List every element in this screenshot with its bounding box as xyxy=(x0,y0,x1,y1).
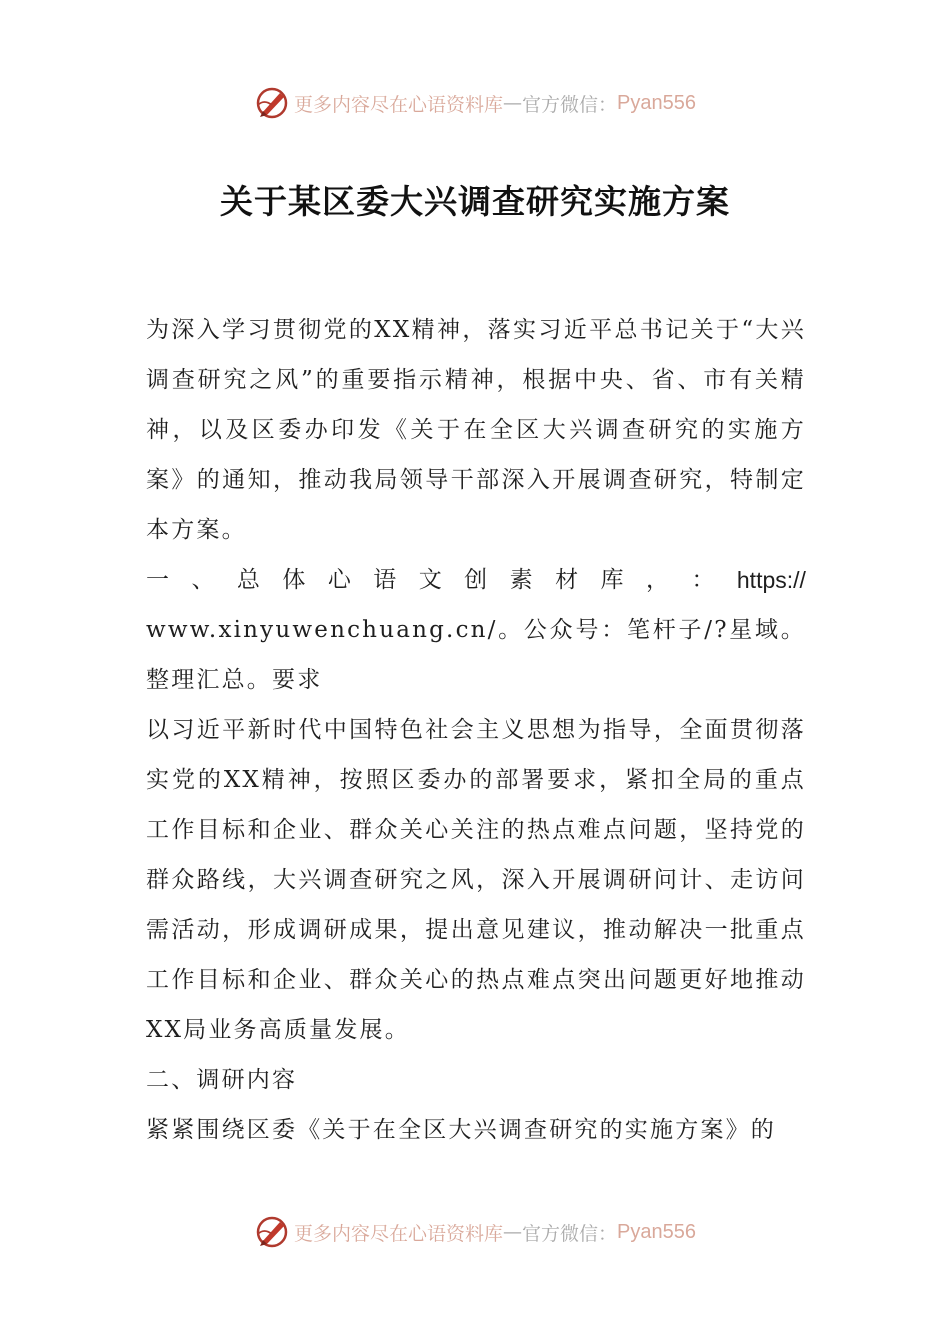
section1-heading-char: 库 xyxy=(600,567,624,593)
watermark-wechat-id: Pyan556 xyxy=(617,1220,696,1243)
section1-heading-char: 总 xyxy=(236,567,260,593)
section1-heading-char: ， xyxy=(645,567,669,593)
section1-heading-char: 、 xyxy=(191,567,215,593)
watermark-dash: — xyxy=(503,1221,523,1243)
document-title: 关于某区委大兴调查研究实施方案 xyxy=(220,182,730,221)
pen-logo-icon xyxy=(254,1214,290,1250)
section1-heading-char: 材 xyxy=(555,567,579,593)
watermark-site-text: 更多内容尽在心语资料库 xyxy=(294,93,504,116)
intro-paragraph: 为深入学习贯彻党的XX精神，落实习近平总书记关于“大兴调查研究之风”的重要指示精神，根据中央、省、市有关精神，以及区委办印发《关于在全区大兴调查研究的实施方案》的通知，推动我局领导干部深入开展调查研究，特制定本方案。 xyxy=(146,317,806,543)
section2-heading: 二、调研内容 xyxy=(146,1067,298,1093)
watermark-label: 官方微信： xyxy=(522,1222,618,1245)
section1-heading-char: 语 xyxy=(373,567,397,593)
section1-body-paragraph: 以习近平新时代中国特色社会主义思想为指导，全面贯彻落实党的XX精神，按照区委办的部署要求，紧扣全局的重点工作目标和企业、群众关心关注的热点难点问题，坚持党的群众路线，大兴调查研究之风，深入开展调研问计、走访问需活动，形成调研成果，提出意见建议，推动解决一批重点工作目标和企业、群众关心的热点难点突出问题更好地推动XX局业务高质量发展。 xyxy=(146,717,806,1043)
section1-heading-char: https:// xyxy=(736,567,806,593)
watermark-footer xyxy=(0,1212,950,1252)
watermark-site-text: 更多内容尽在心语资料库 xyxy=(294,1222,504,1245)
section1-heading-char: 一 xyxy=(146,567,169,593)
section1-heading-char: 文 xyxy=(418,567,442,593)
section1-heading-char: 体 xyxy=(282,567,306,593)
watermark-dash: — xyxy=(503,92,523,114)
section1-heading-char: 素 xyxy=(509,567,533,593)
section1-heading-line xyxy=(146,555,806,605)
section1-heading-char: 心 xyxy=(327,567,351,593)
document-body xyxy=(146,305,806,1155)
pen-logo-icon xyxy=(254,85,290,121)
watermark-label: 官方微信： xyxy=(522,93,618,116)
watermark-header xyxy=(0,83,950,123)
section1-heading-char: 创 xyxy=(464,567,488,593)
section2-body-paragraph: 紧紧围绕区委《关于在全区大兴调查研究的实施方案》的 xyxy=(146,1117,776,1143)
watermark-wechat-id: Pyan556 xyxy=(617,91,696,114)
section1-heading-char: ： xyxy=(691,567,715,593)
section1-heading-continuation: www.xinyuwenchuang.cn/。公众号：笔杆子/?星域。整理汇总。要求 xyxy=(146,617,806,693)
